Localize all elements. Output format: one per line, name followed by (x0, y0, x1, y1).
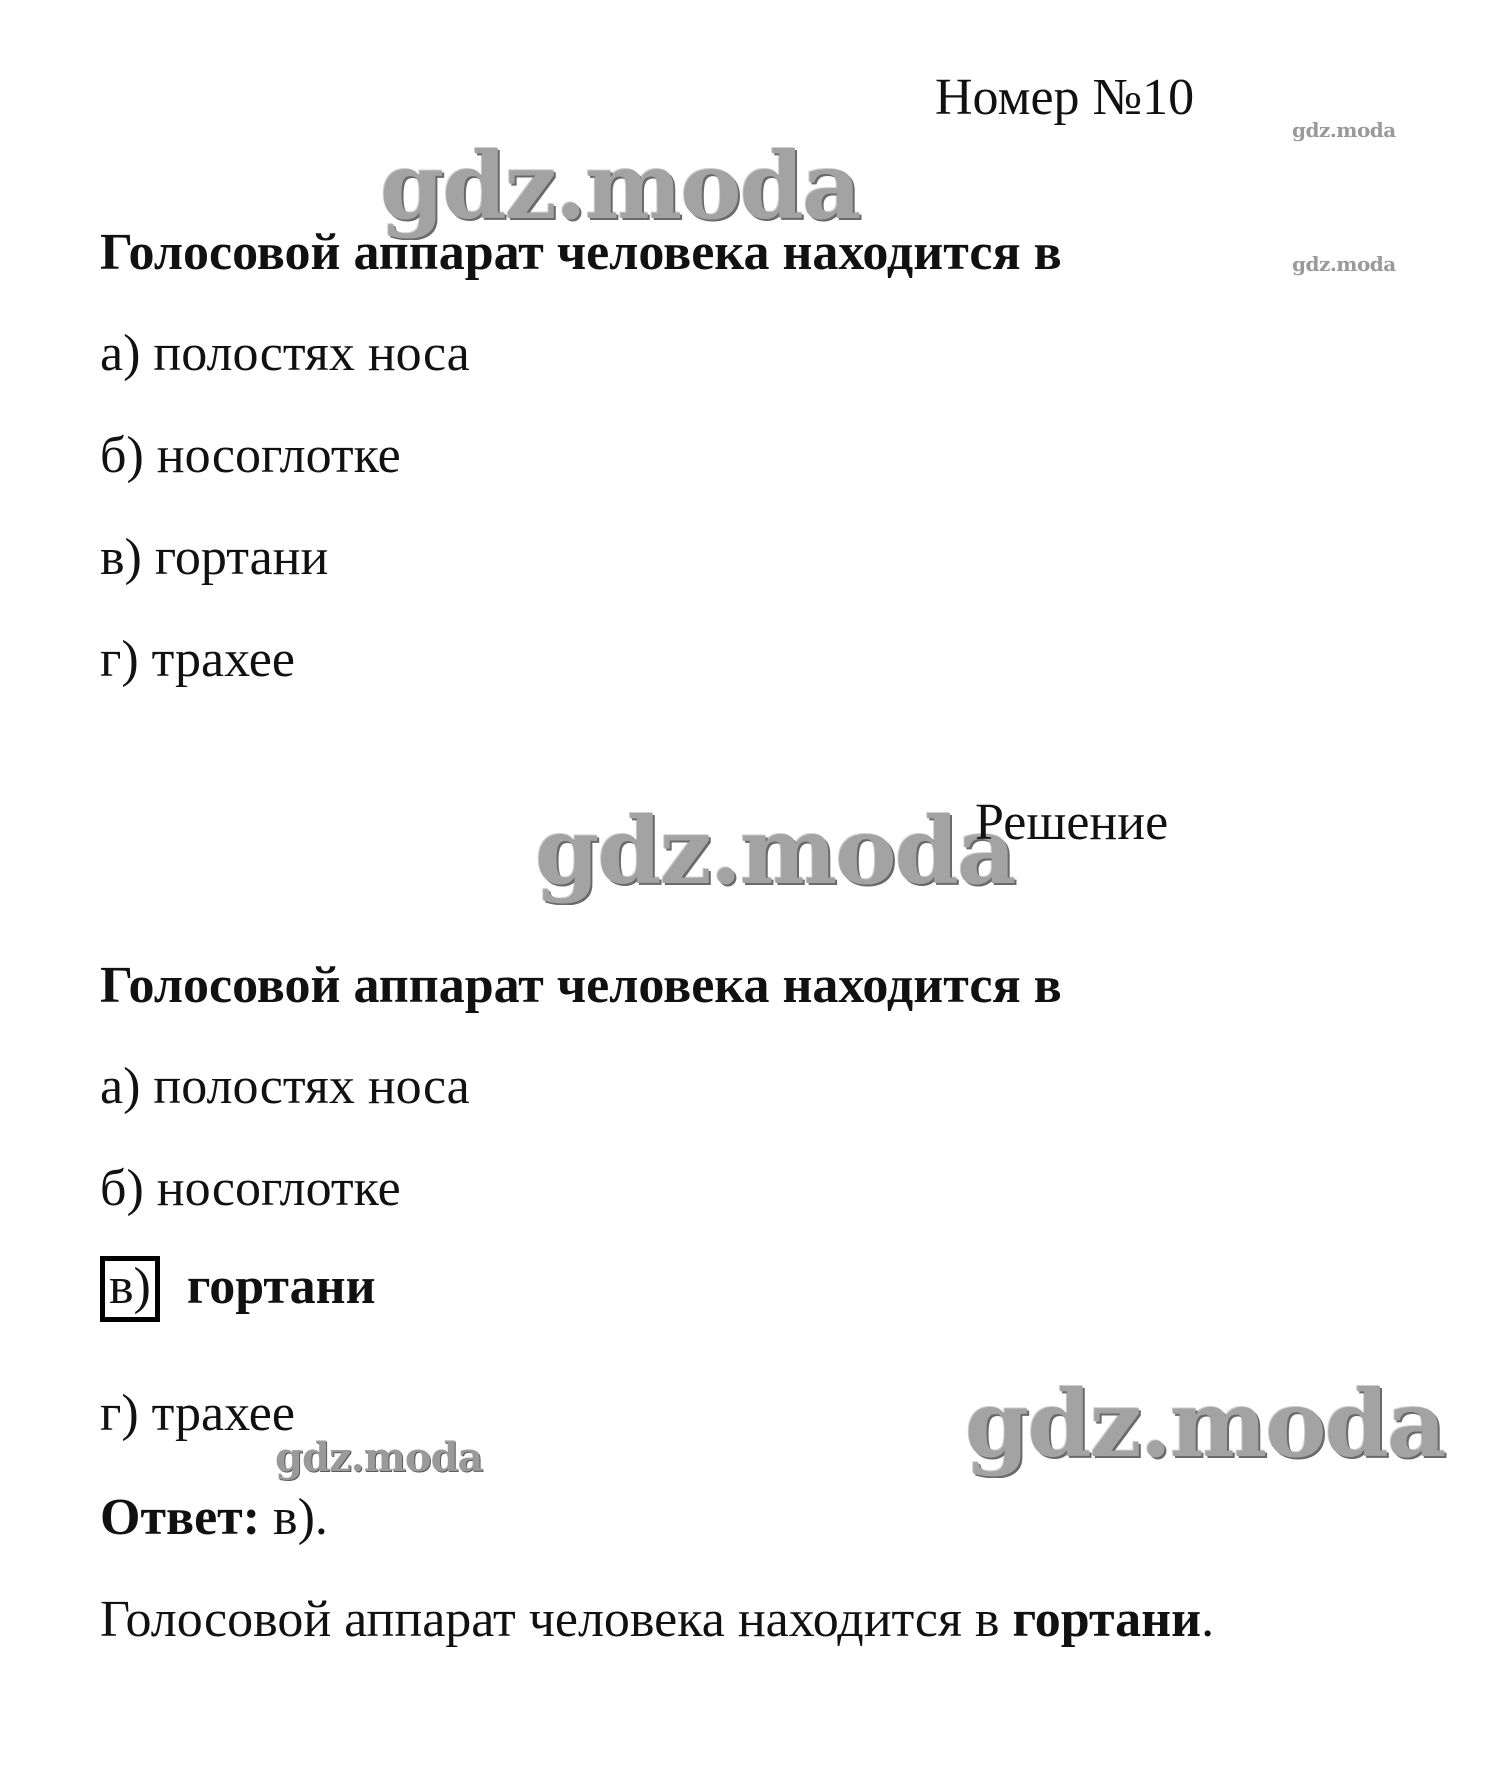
conclusion-prefix: Голосовой аппарат человека находится в (100, 1591, 1013, 1648)
solution-option-a: а) полостях носа (100, 1058, 470, 1115)
conclusion-line (100, 1591, 1215, 1648)
watermark-top-right-2: gdz.moda (1292, 252, 1396, 276)
watermark-middle: gdz.moda (535, 797, 1015, 905)
conclusion-bold: гортани (1012, 1591, 1202, 1648)
watermark-bottom-right: gdz.moda (965, 1370, 1445, 1478)
solution-heading: Решение (975, 794, 1169, 851)
selected-option-letter-box: в) (100, 1256, 160, 1322)
watermark-top: gdz.moda (380, 132, 860, 240)
problem-question: Голосовой аппарат человека находится в (100, 224, 1062, 281)
selected-option-text: гортани (186, 1258, 376, 1315)
problem-number-title: Номер №10 (935, 69, 1195, 126)
answer-line (100, 1489, 328, 1546)
solution-option-g: г) трахее (100, 1385, 295, 1442)
problem-option-v: в) гортани (100, 529, 329, 586)
watermark-top-right-1: gdz.moda (1292, 118, 1396, 142)
problem-option-b: б) носоглотке (100, 427, 401, 484)
problem-option-a: а) полостях носа (100, 325, 470, 382)
solution-question: Голосовой аппарат человека находится в (100, 957, 1062, 1014)
conclusion-suffix: . (1201, 1591, 1215, 1648)
problem-option-g: г) трахее (100, 631, 295, 688)
answer-label: Ответ: (100, 1489, 261, 1546)
watermark-bottom-left: gdz.moda (275, 1434, 483, 1481)
answer-value: в). (260, 1489, 328, 1546)
solution-option-b: б) носоглотке (100, 1160, 401, 1217)
solution-selected-option (100, 1256, 376, 1322)
